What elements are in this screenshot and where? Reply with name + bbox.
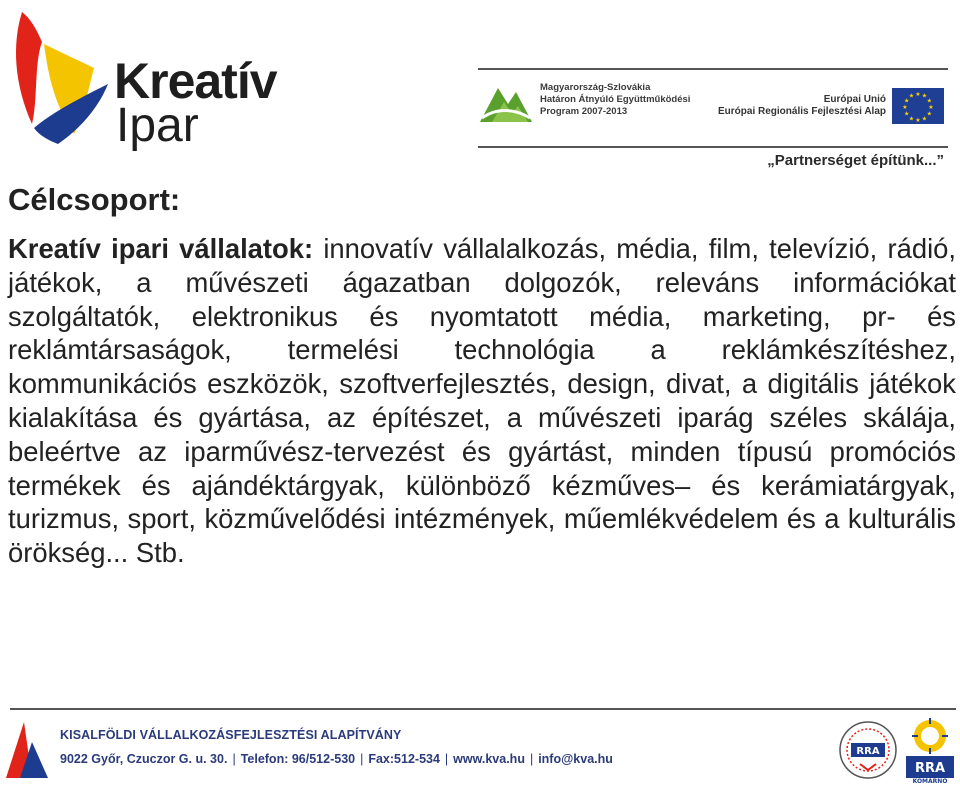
- svg-text:★: ★: [928, 104, 934, 111]
- body-paragraph: [8, 232, 956, 570]
- kva-email-link[interactable]: info@kva.hu: [538, 752, 613, 766]
- kva-org-name: KISALFÖLDI VÁLLALKOZÁSFEJLESZTÉSI ALAPÍTVÁNY: [60, 728, 402, 742]
- svg-text:★: ★: [902, 104, 908, 111]
- kreativ-logo-mark-icon: [4, 4, 114, 154]
- eu-text-block: [718, 94, 886, 118]
- kreativ-ipar-logo: [4, 4, 344, 164]
- kva-logo-icon: [2, 718, 52, 782]
- programme-line: Magyarország-Szlovákia: [540, 82, 651, 93]
- eu-line: Európai Regionális Fejlesztési Alap: [718, 106, 887, 117]
- eu-line: Európai Unió: [823, 94, 886, 105]
- kva-fax: Fax:512-534: [368, 752, 440, 766]
- separator: |: [529, 752, 534, 766]
- rra-komarno-logo-icon: [906, 716, 954, 784]
- kva-contact-line: [60, 752, 613, 766]
- body-lead: Kreatív ipari vállalatok:: [8, 233, 314, 264]
- footer-rule: [10, 708, 956, 710]
- separator: |: [232, 752, 236, 766]
- body-text: innovatív vállalalkozás, média, film, televízió, rádió, játékok, a művészeti ágazatban dolgozók, releváns információkat szolgáltatók, elektronikus és nyomtatott média, marketing, pr- és reklámtársaságok, termelési technológia a reklámkészítéshez, kommunikációs eszközök, szoftverfejlesztés, design, divat, a digitális játékok kialakítása és gyártása, az építészet, a művészeti iparág széles skálája, beleértve az iparművész-tervezést és gyártást, minden típusú promóciós termékek és ajándéktárgyak, különböző kézműves– és kerámiatárgyak, turizmus, sport, közművelődési intézmények, műemlékvédelem és a kulturális örökség... Stb.: [8, 233, 956, 569]
- svg-text:★: ★: [921, 92, 928, 100]
- svg-text:★: ★: [915, 117, 921, 124]
- separator: |: [444, 752, 449, 766]
- svg-text:★: ★: [926, 110, 932, 118]
- svg-text:★: ★: [904, 110, 910, 118]
- rra-logo-icon: [838, 720, 898, 780]
- logo-word-kreativ: Kreatív: [114, 53, 277, 109]
- svg-text:★: ★: [904, 97, 910, 105]
- eu-flag-icon: [892, 88, 944, 124]
- svg-text:★: ★: [908, 115, 915, 123]
- partner-slogan: „Partnerséget építünk...”: [767, 152, 944, 169]
- svg-text:★: ★: [908, 92, 915, 100]
- rra2-sub: KOMÁRNO: [912, 778, 948, 784]
- svg-text:★: ★: [915, 91, 921, 98]
- kva-address: 9022 Győr, Czuczor G. u. 30.: [60, 752, 228, 766]
- svg-text:★: ★: [921, 115, 928, 123]
- kva-phone: Telefon: 96/512-530: [240, 752, 356, 766]
- programme-text-block: [540, 82, 690, 118]
- page-title: Célcsoport:: [8, 182, 181, 217]
- separator: |: [360, 752, 364, 766]
- kva-web-link[interactable]: www.kva.hu: [453, 752, 525, 766]
- header-top-rule: [478, 68, 948, 70]
- hu-sk-programme-logo-icon: [478, 78, 534, 126]
- rra-label: RRA: [856, 746, 880, 757]
- programme-line: Határon Átnyúló Együttműködési: [540, 94, 691, 105]
- svg-text:★: ★: [926, 97, 932, 105]
- programme-line: Program 2007-2013: [540, 106, 628, 117]
- rra2-label: RRA: [914, 761, 946, 776]
- logo-word-ipar: Ipar: [116, 99, 199, 152]
- header-bottom-rule: [478, 146, 948, 148]
